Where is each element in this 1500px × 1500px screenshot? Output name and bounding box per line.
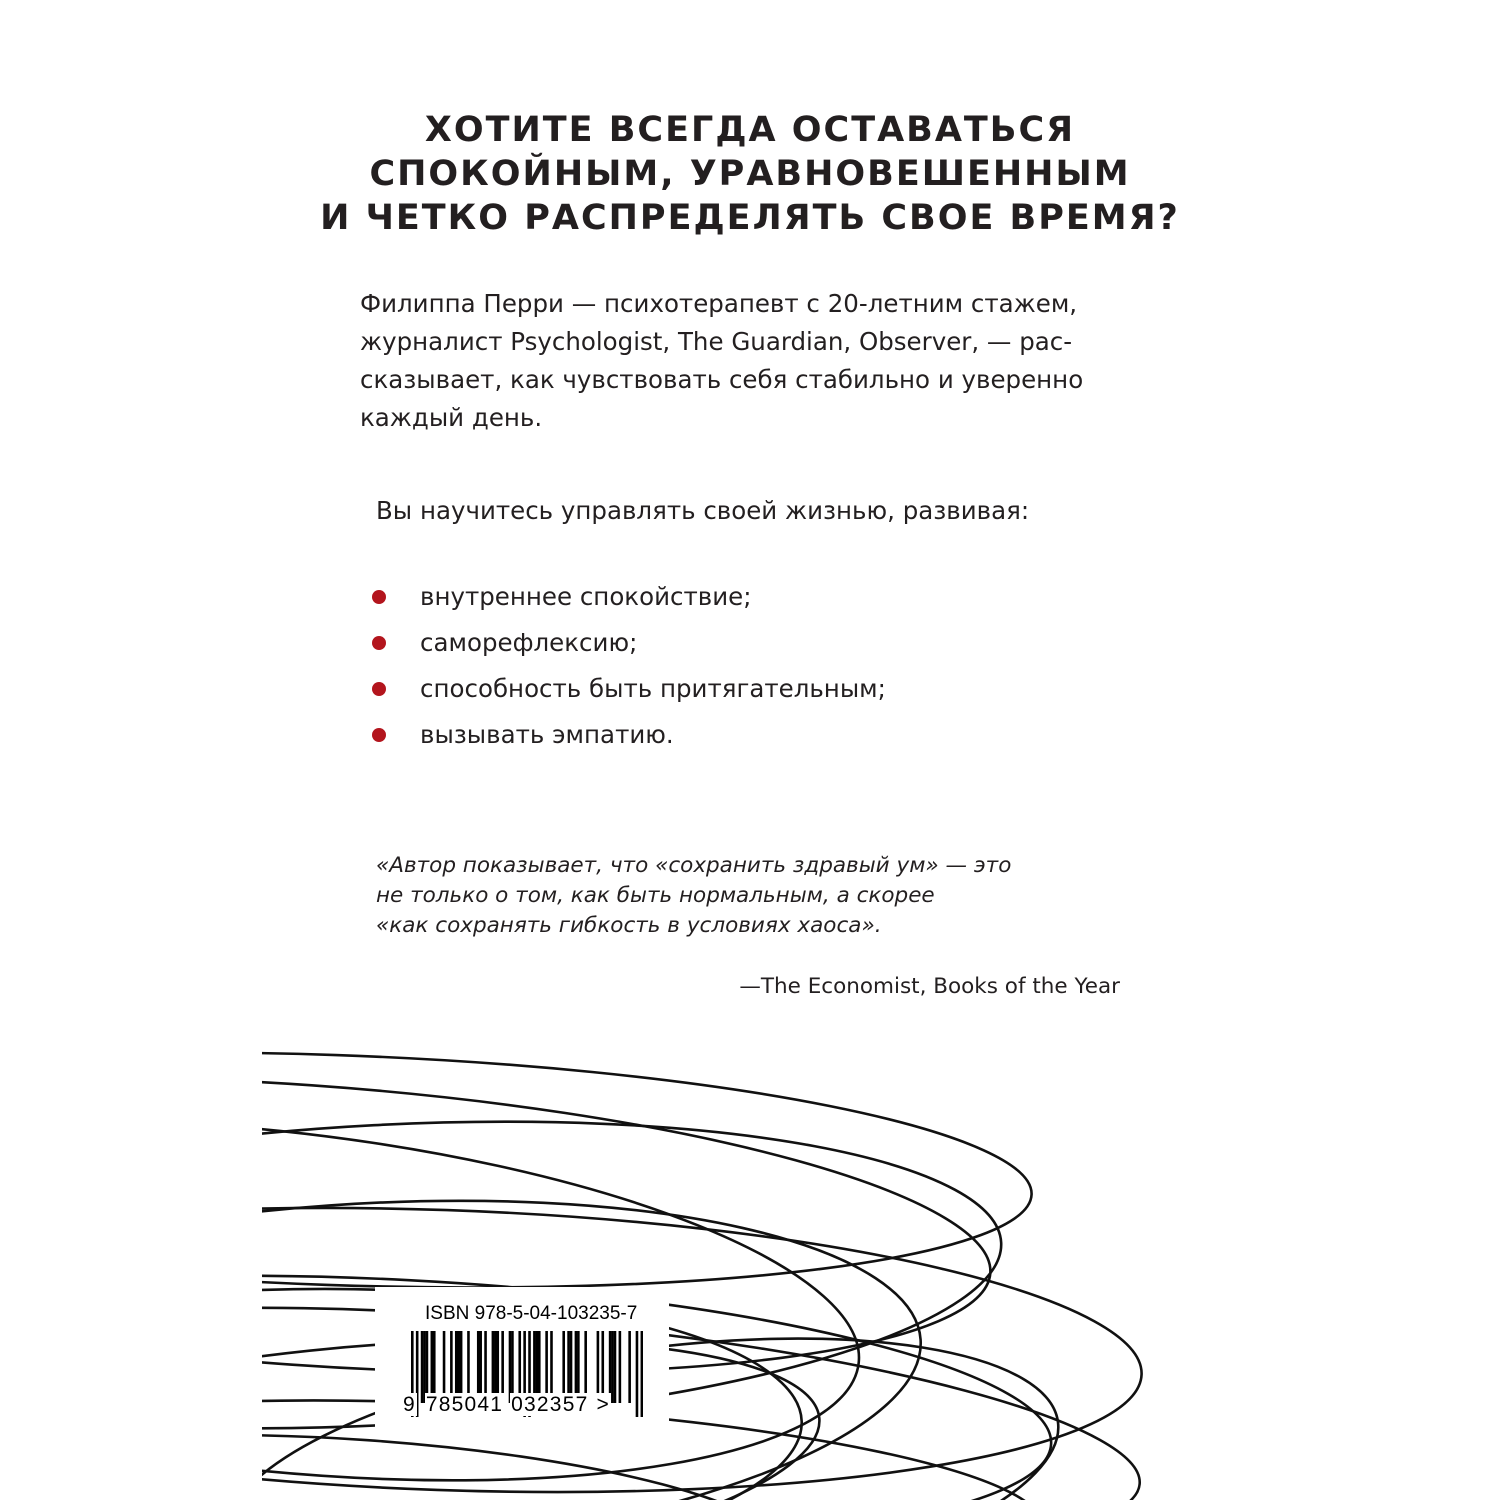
ean-right-digits: 032357 [511, 1393, 589, 1416]
list-item-text: внутреннее спокойствие; [420, 582, 752, 611]
intro-line: Филиппа Перри — психотерапевт с 20-летним стажем, [360, 289, 1078, 318]
intro-line: каждый день. [360, 403, 543, 432]
list-item [370, 666, 1130, 712]
list-item-text: саморефлексию; [420, 628, 638, 657]
list-item [370, 620, 1130, 666]
barcode-bar [619, 1331, 622, 1403]
headline-line: ХОТИТЕ ВСЕГДА ОСТАВАТЬСЯ [424, 110, 1076, 150]
book-back-cover [262, 0, 1238, 1500]
quote-line: «как сохранять гибкость в условиях хаоса». [376, 913, 882, 938]
intro-line: сказывает, как чувствовать себя стабильно и уверенно [360, 365, 1084, 394]
review-quote [376, 851, 1136, 941]
ean-marker: > [596, 1393, 610, 1416]
benefit-list [370, 574, 1130, 758]
headline-line: И ЧЕТКО РАСПРЕДЕЛЯТЬ СВОЕ ВРЕМЯ? [320, 198, 1180, 238]
barcode-bar [641, 1331, 643, 1417]
ean-left-digits: 785041 [425, 1393, 504, 1416]
list-item-text: способность быть притягательным; [420, 674, 886, 703]
barcode-bar [611, 1331, 614, 1403]
quote-line: не только о том, как быть нормальным, а скорее [376, 883, 935, 908]
list-lead: Вы научитесь управлять своей жизнью, развивая: [376, 496, 1030, 525]
headline-line: СПОКОЙНЫМ, УРАВНОВЕШЕННЫМ [369, 154, 1131, 194]
ean-first-digit: 9 [403, 1393, 416, 1416]
list-item [370, 574, 1130, 620]
bullet-dot-icon [372, 728, 386, 742]
intro-line: журналист Psychologist, The Guardian, Observer, — рас- [360, 327, 1073, 356]
quote-source: —The Economist, Books of the Year [739, 974, 1120, 999]
quote-line: «Автор показывает, что «сохранить здравый ум» — это [376, 853, 1012, 878]
barcode-bar [614, 1331, 617, 1403]
barcode-bar [636, 1331, 639, 1417]
bullet-dot-icon [372, 682, 386, 696]
headline [262, 108, 1238, 240]
isbn-text: ISBN 978-5-04-103235-7 [425, 1303, 638, 1324]
barcode-bar [628, 1331, 631, 1403]
ean-digits [402, 1393, 611, 1417]
list-item [370, 712, 1130, 758]
bullet-dot-icon [372, 590, 386, 604]
bullet-dot-icon [372, 636, 386, 650]
barcode-label [375, 1287, 669, 1437]
intro-paragraph [360, 285, 1120, 437]
list-item-text: вызывать эмпатию. [420, 720, 674, 749]
